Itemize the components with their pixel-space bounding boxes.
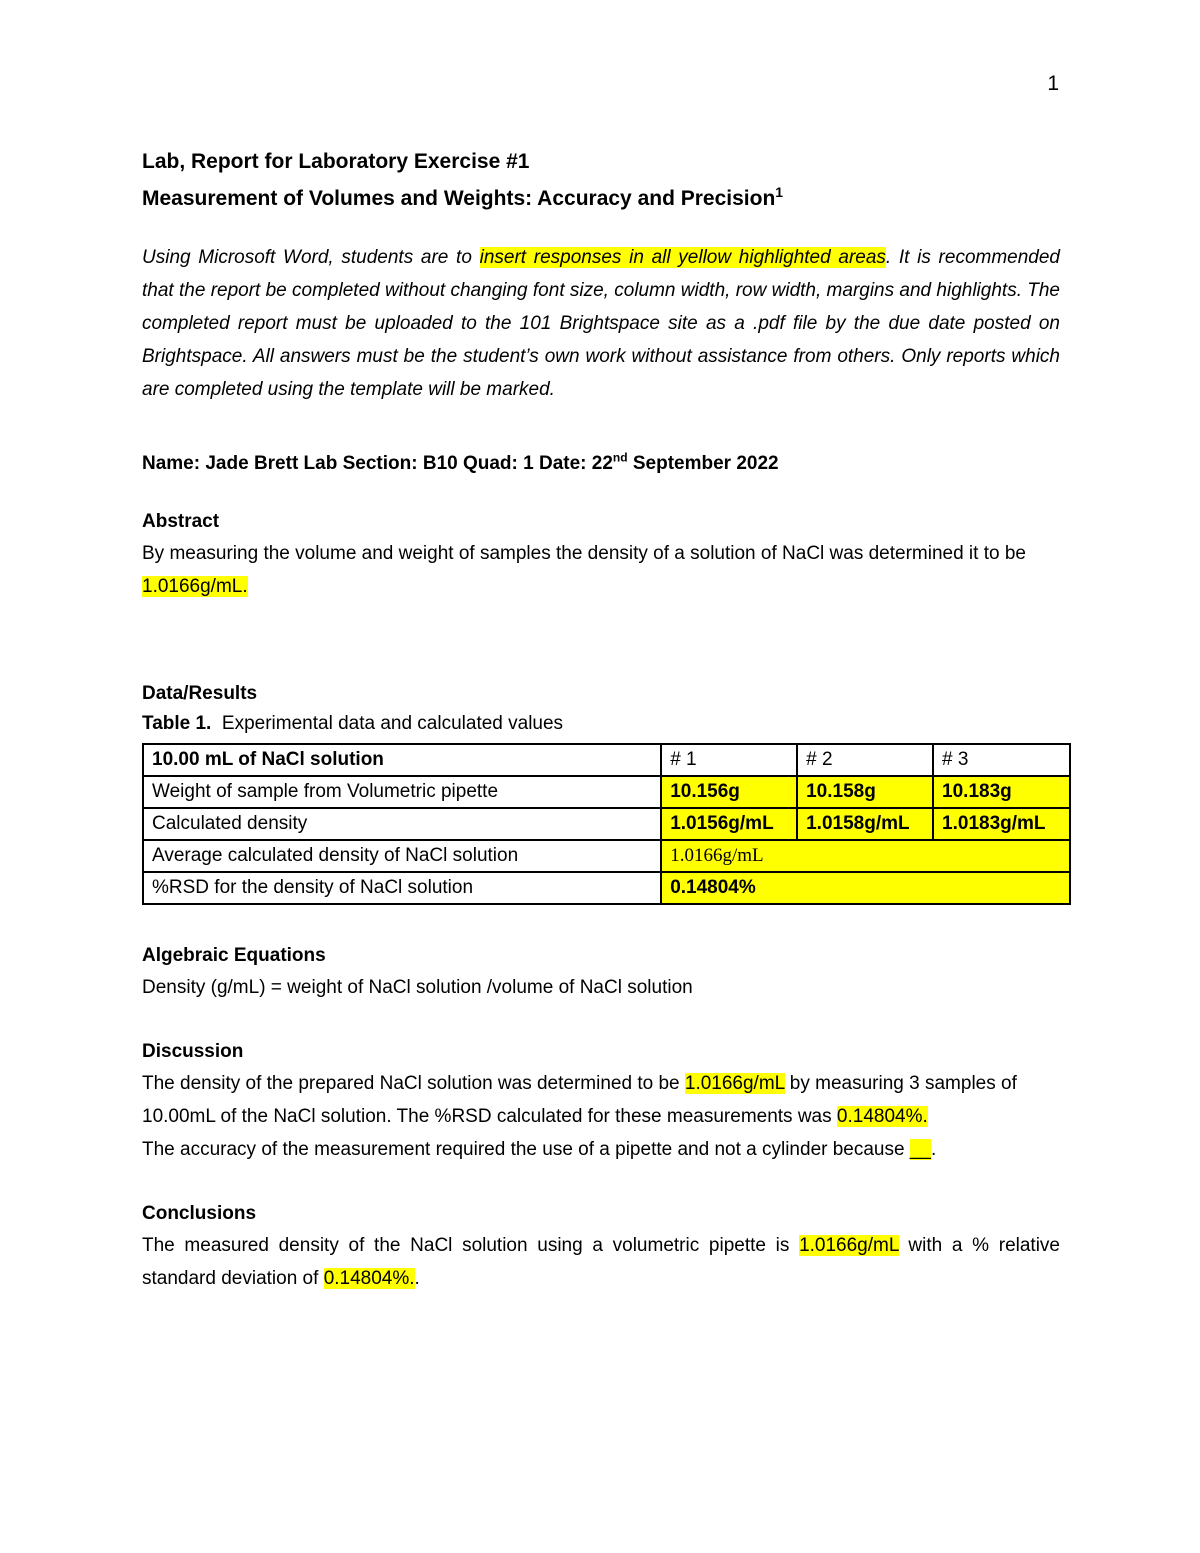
table-caption-text: Experimental data and calculated values [211,713,564,734]
table-row [143,808,1070,840]
student-info-text: Name: Jade Brett Lab Section: B10 Quad: 1 Date: 22 [142,453,613,474]
conclusions-rsd-value: 0.14804%. [323,1268,415,1289]
table-row [143,872,1070,904]
discussion-text: The density of the prepared NaCl solution was determined to be [142,1073,685,1094]
footnote-marker: 1 [775,184,784,200]
discussion-text: by measuring 3 samples of 10.00mL of the NaCl solution. The %RSD calculated for these measurements was [142,1073,1017,1127]
discussion-rsd-value: 0.14804%. [836,1106,928,1127]
conclusions-text: . [414,1268,420,1289]
table-row [143,840,1070,872]
table-header-row [143,744,1070,776]
table-caption [142,709,1060,739]
table-row-label: Calculated density [143,808,661,840]
page-number: 1 [1047,72,1059,95]
table-cell-rsd: 0.14804% [661,872,1070,904]
title-text: Measurement of Volumes and Weights: Accuracy and Precision [142,187,776,210]
conclusions-density-value: 1.0166g/mL [799,1235,899,1256]
table-cell: 1.0158g/mL [797,808,933,840]
conclusions-heading: Conclusions [142,1203,257,1224]
conclusions-text: The measured density of the NaCl solution using a volumetric pipette is [142,1235,800,1256]
instructions-part1: Using Microsoft Word, students are to [142,247,480,268]
table-caption-label: Table 1. [142,713,212,734]
table-row-label: Average calculated density of NaCl solution [143,840,661,872]
discussion-heading: Discussion [142,1041,244,1062]
instructions-part2: . It is recommended that the report be completed without changing font size, column width, row width, margins and highlights. The completed report must be uploaded to the 101 Brightspace site as a .pdf file by the due date posted on Brightspace. All answers must be the student’s own work without assistance from others. Only reports which are completed using the template will be marked. [142,247,1061,400]
student-info-date: September 2022 [627,453,779,474]
abstract-text [142,537,1060,603]
table-cell: 10.183g [933,776,1070,808]
table-cell-average: 1.0166g/mL [661,840,1070,872]
report-title-line1: Lab, Report for Laboratory Exercise #1 [142,150,530,173]
table-header-cell: 10.00 mL of NaCl solution [143,744,661,776]
results-table [142,743,1071,905]
instructions-highlight: insert responses in all yellow highlighted areas [479,247,886,268]
algebraic-heading: Algebraic Equations [142,945,326,966]
algebraic-equation: Density (g/mL) = weight of NaCl solution /volume of NaCl solution [142,977,693,998]
abstract-heading: Abstract [142,511,220,532]
discussion-paragraph1 [142,1067,1060,1133]
instructions-paragraph [142,241,1060,406]
table-cell: 10.156g [661,776,797,808]
discussion-density-value: 1.0166g/mL [684,1073,785,1094]
conclusions-text: with a % relative standard deviation of [142,1235,1060,1289]
table-cell: 10.158g [797,776,933,808]
report-content [142,143,1060,1295]
discussion-text: . [931,1139,937,1160]
table-cell: 1.0156g/mL [661,808,797,840]
table-row [143,776,1070,808]
table-header-cell: # 3 [933,744,1070,776]
discussion-paragraph2 [142,1133,1060,1166]
conclusions-paragraph [142,1229,1060,1295]
data-heading: Data/Results [142,683,258,704]
table-row-label: Weight of sample from Volumetric pipette [143,776,661,808]
table-cell: 1.0183g/mL [933,808,1070,840]
table-header-cell: # 1 [661,744,797,776]
abstract-body: By measuring the volume and weight of samples the density of a solution of NaCl was determined it to be [142,543,1026,564]
abstract-value: 1.0166g/mL. [142,576,248,597]
discussion-blank: __ [909,1139,931,1160]
student-info [142,449,1060,479]
table-row-label: %RSD for the density of NaCl solution [143,872,661,904]
date-ordinal: nd [612,450,628,465]
table-header-cell: # 2 [797,744,933,776]
report-title-line2 [142,180,1060,217]
discussion-text: The accuracy of the measurement required the use of a pipette and not a cylinder because [142,1139,910,1160]
